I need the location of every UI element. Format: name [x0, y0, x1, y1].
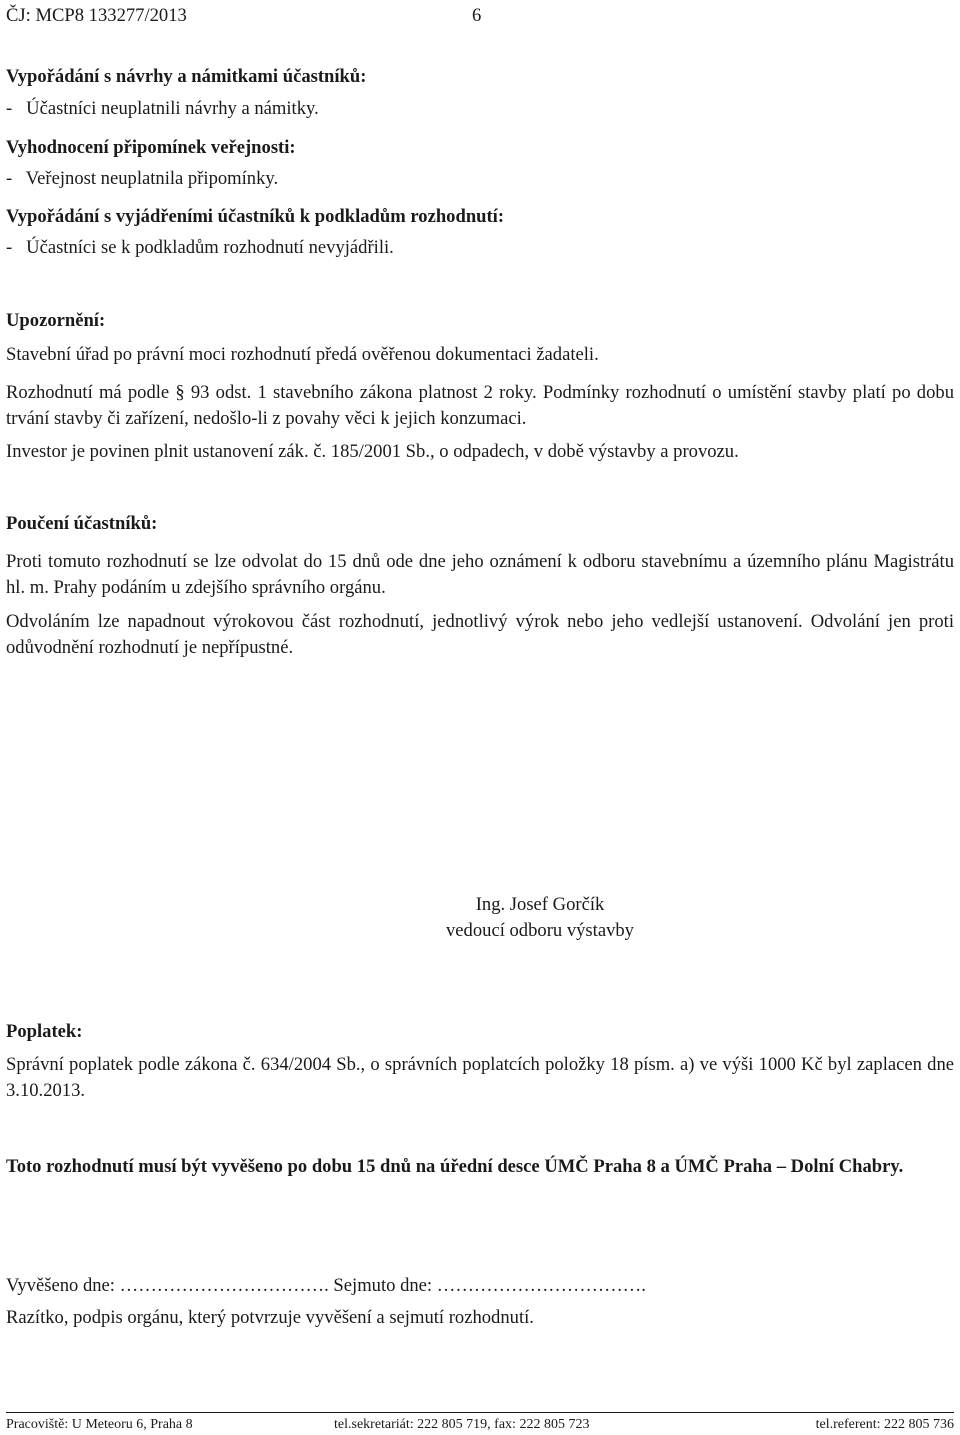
posting-dates-line: Vyvěšeno dne: ……………………………. Sejmuto dne: …………………………….	[6, 1275, 646, 1296]
instruction-paragraph-1: Proti tomuto rozhodnutí se lze odvolat do 15 dnů ode dne jeho oznámení k odboru stavebnímu a územního plánu Magistrátu hl. m. Prahy podáním u zdejšího správního orgánu.	[6, 551, 954, 598]
notice-paragraph-1: Stavební úřad po právní moci rozhodnutí předá ověřenou dokumentaci žadateli.	[6, 344, 599, 365]
footer-workplace: Pracoviště: U Meteoru 6, Praha 8	[6, 1417, 193, 1432]
footer-secretariat: tel.sekretariát: 222 805 719, fax: 222 805 723	[334, 1417, 590, 1432]
proposals-heading: Vypořádání s návrhy a námitkami účastníků:	[6, 66, 367, 87]
proposals-text: - Účastníci neuplatnili návrhy a námitky.	[6, 98, 319, 119]
public-comments-text: - Veřejnost neuplatnila připomínky.	[6, 168, 279, 189]
instruction-paragraph-2: Odvoláním lze napadnout výrokovou část rozhodnutí, jednotlivý výrok nebo jeho vedlejší ustanovení. Odvolání jen proti odůvodnění rozhodnutí je nepřípustné.	[6, 611, 954, 658]
document-reference: ČJ: MCP8 133277/2013	[6, 5, 187, 26]
notice-paragraph-3: Investor je povinen plnit ustanovení zák. č. 185/2001 Sb., o odpadech, v době výstavby a provozu.	[6, 441, 739, 462]
footer-referent: tel.referent: 222 805 736	[815, 1417, 954, 1432]
public-comments-heading: Vyhodnocení připomínek veřejnosti:	[6, 137, 296, 158]
instruction-heading: Poučení účastníků:	[6, 513, 158, 534]
signatory-title: vedoucí odboru výstavby	[446, 920, 634, 941]
statements-heading: Vypořádání s vyjádřeními účastníků k podkladům rozhodnutí:	[6, 206, 505, 227]
notice-paragraph-2: Rozhodnutí má podle § 93 odst. 1 stavebního zákona platnost 2 roky. Podmínky rozhodnutí o umístění stavby platí po dobu trvání stavby či zařízení, nedošlo-li z povahy věci k jejich konzumaci.	[6, 382, 954, 429]
signatory-name: Ing. Josef Gorčík	[475, 894, 605, 915]
fee-text: Správní poplatek podle zákona č. 634/2004 Sb., o správních poplatcích položky 18 písm. a) ve výši 1000 Kč byl zaplacen dne 3.10.2013.	[6, 1054, 954, 1101]
posting-requirement: Toto rozhodnutí musí být vyvěšeno po dobu 15 dnů na úřední desce ÚMČ Praha 8 a ÚMČ Praha – Dolní Chabry.	[6, 1156, 904, 1177]
page-footer	[6, 1416, 954, 1434]
footer-divider	[6, 1412, 954, 1413]
page-number: 6	[472, 5, 482, 26]
notice-heading: Upozornění:	[6, 310, 106, 331]
statements-text: - Účastníci se k podkladům rozhodnutí nevyjádřili.	[6, 237, 394, 258]
stamp-signature-note: Razítko, podpis orgánu, který potvrzuje vyvěšení a sejmutí rozhodnutí.	[6, 1307, 534, 1328]
fee-heading: Poplatek:	[6, 1021, 83, 1042]
